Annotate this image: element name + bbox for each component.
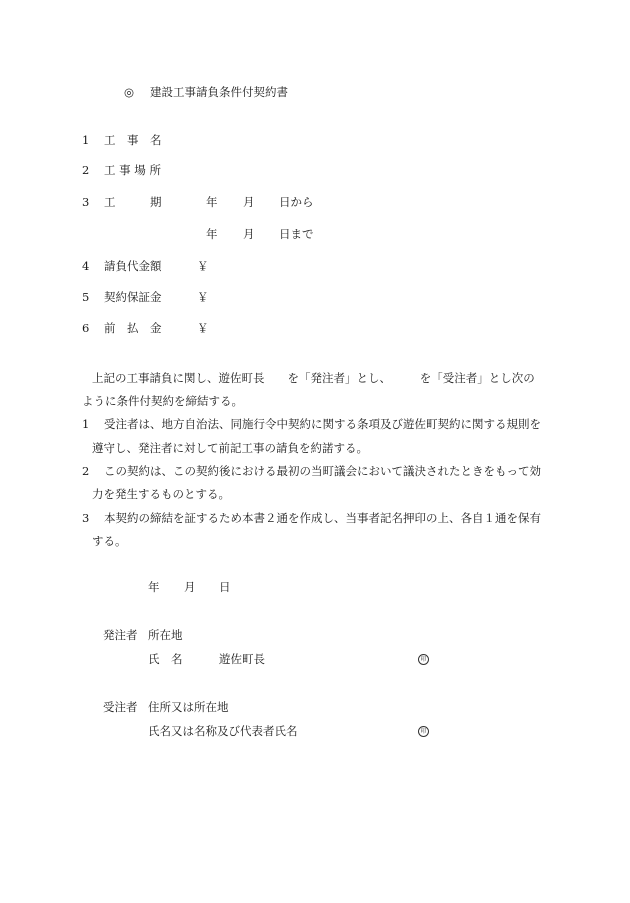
contractor-name-label: 氏名又は名称及び代表者氏名 [148, 724, 298, 738]
orderer-name: 遊佐町長 [219, 652, 265, 666]
seal-icon: 印 [418, 726, 429, 737]
title-mark: ◎ [124, 85, 135, 99]
period-year: 年 [206, 227, 218, 241]
item-number: 2 [82, 163, 90, 177]
seal-icon: 印 [418, 654, 429, 665]
clause-line: 力を発生するものとする。 [92, 487, 230, 501]
item-label: 工 期 [104, 195, 162, 209]
item-number: 1 [82, 133, 90, 147]
clause-line: 遵守し、発注者に対して前記工事の請負を約諾する。 [92, 441, 368, 455]
clause-number: 1 [82, 417, 90, 431]
clause-line: 本契約の締結を証するため本書２通を作成し、当事者記名押印の上、各自１通を保有 [104, 511, 541, 525]
contractor-address-label: 住所又は所在地 [148, 700, 229, 714]
item-number: 6 [82, 321, 90, 335]
date-day: 日 [219, 580, 231, 594]
item-value: ￥ [197, 290, 209, 304]
item-number: 5 [82, 290, 90, 304]
contractor-role: 受注者 [103, 700, 138, 714]
preamble-line: ように条件付契約を締結する。 [82, 394, 243, 408]
period-from: 日から [279, 195, 314, 209]
item-value: ￥ [197, 259, 209, 273]
item-number: 3 [82, 195, 90, 209]
clause-line: する。 [92, 534, 127, 548]
clause-line: この契約は、この契約後における最初の当町議会において議決されたときをもって効 [104, 464, 541, 478]
item-label: 契約保証金 [104, 290, 162, 304]
date-month: 月 [184, 580, 196, 594]
orderer-name-label: 氏 名 [148, 652, 183, 666]
document-title: 建設工事請負条件付契約書 [150, 85, 288, 99]
orderer-role: 発注者 [103, 628, 138, 642]
orderer-address-label: 所在地 [148, 628, 183, 642]
clause-line: 受注者は、地方自治法、同施行令中契約に関する条項及び遊佐町契約に関する規則を [104, 417, 541, 431]
date-year: 年 [148, 580, 160, 594]
period-month: 月 [243, 227, 255, 241]
item-label: 前 払 金 [104, 321, 162, 335]
item-number: 4 [82, 259, 90, 273]
item-label: 請負代金額 [104, 259, 162, 273]
clause-number: 3 [82, 511, 90, 525]
preamble-line: 上記の工事請負に関し、遊佐町長 を「発注者」とし、 を「受注者」とし次の [92, 371, 535, 385]
item-label: 工 事 名 [104, 133, 162, 147]
period-year: 年 [206, 195, 218, 209]
clause-number: 2 [82, 464, 90, 478]
period-month: 月 [243, 195, 255, 209]
item-value: ￥ [197, 321, 209, 335]
item-label: 工 事 場 所 [104, 163, 161, 177]
period-until: 日まで [279, 227, 314, 241]
